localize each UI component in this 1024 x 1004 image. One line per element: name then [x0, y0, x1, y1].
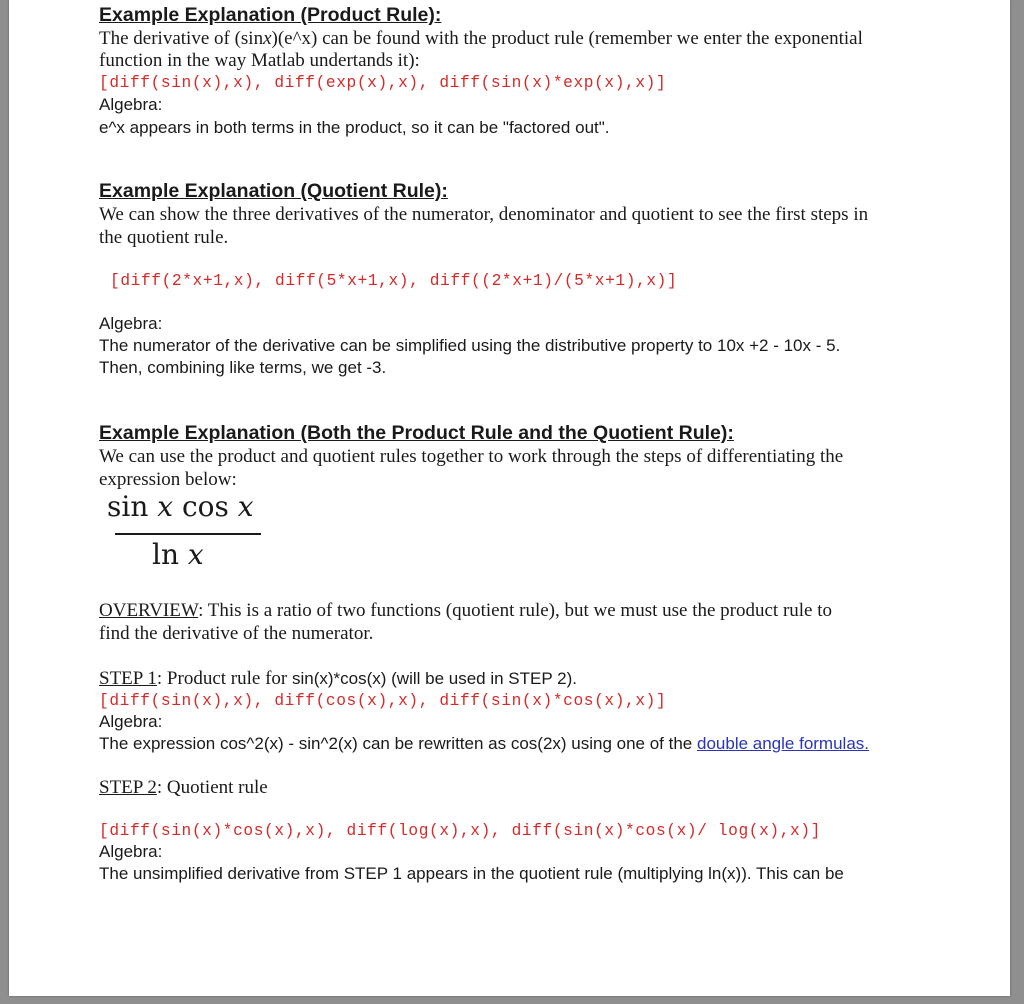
fraction-denominator [152, 538, 204, 571]
overview-label: OVERVIEW [99, 600, 199, 621]
both-rules-text-line2: expression below: [99, 469, 237, 490]
both-rules-text-line1: We can use the product and quotient rules together to work through the steps of differentiating the [99, 446, 844, 467]
text-segment: )(e^x) can be found with the product rule (remember we enter the exponential [271, 28, 863, 49]
quotient-rule-algebra-line1: The numerator of the derivative can be simplified using the distributive property to 10x +2 - 10x - 5. [99, 336, 841, 355]
step1-label: STEP 1 [99, 668, 157, 689]
quotient-rule-code: [diff(2*x+1,x), diff(5*x+1,x), diff((2*x+1)/(5*x+1),x)] [110, 272, 678, 290]
step1-line [99, 668, 577, 690]
quotient-rule-text-line1: We can show the three derivatives of the numerator, denominator and quotient to see the first steps in [99, 204, 869, 225]
product-rule-text-line1 [99, 28, 863, 50]
text-segment: sin(x)*cos(x) (will be used in STEP 2). [291, 669, 577, 688]
double-angle-formulas-link[interactable]: double angle formulas. [697, 734, 870, 753]
step2-algebra-text: The unsimplified derivative from STEP 1 appears in the quotient rule (multiplying ln(x)). This can be [99, 864, 844, 883]
fraction-numerator [107, 490, 254, 523]
overview-line1 [99, 600, 832, 622]
fraction-bar [115, 533, 261, 535]
step2-algebra-label: Algebra: [99, 842, 163, 861]
quotient-rule-text-line2: the quotient rule. [99, 227, 229, 248]
text-segment: The derivative of (sin [99, 28, 264, 49]
step2-code: [diff(sin(x)*cos(x),x), diff(log(x),x), diff(sin(x)*cos(x)/ log(x),x)] [99, 822, 821, 840]
text-segment: : Product rule for [156, 668, 292, 689]
ln-text: ln [152, 538, 179, 571]
italic-x: x [263, 28, 272, 49]
variable-x: x [157, 490, 174, 523]
text-segment: The expression cos^2(x) - sin^2(x) can be rewritten as cos(2x) using one of the [99, 734, 697, 753]
product-rule-heading: Example Explanation (Product Rule): [99, 4, 442, 26]
step1-algebra-line [99, 734, 869, 754]
step2-line [99, 777, 268, 799]
quotient-rule-algebra-label: Algebra: [99, 314, 163, 333]
variable-x: x [187, 538, 204, 571]
step1-algebra-label: Algebra: [99, 712, 163, 731]
quotient-rule-heading: Example Explanation (Quotient Rule): [99, 180, 448, 202]
sin-text: sin [107, 490, 149, 523]
product-rule-algebra-text: e^x appears in both terms in the product, so it can be "factored out". [99, 118, 610, 137]
both-rules-heading: Example Explanation (Both the Product Rule and the Quotient Rule): [99, 422, 734, 444]
text-segment: : This is a ratio of two functions (quotient rule), but we must use the product rule to [198, 600, 833, 621]
overview-line2: find the derivative of the numerator. [99, 623, 374, 644]
step2-label: STEP 2 [99, 777, 157, 798]
text-segment: : Quotient rule [156, 777, 268, 798]
product-rule-algebra-label: Algebra: [99, 95, 163, 114]
quotient-rule-algebra-line2: Then, combining like terms, we get -3. [99, 358, 387, 377]
product-rule-text-line2: function in the way Matlab undertands it): [99, 50, 420, 71]
document-page [9, 0, 1010, 996]
product-rule-code: [diff(sin(x),x), diff(exp(x),x), diff(sin(x)*exp(x),x)] [99, 74, 667, 92]
step1-code: [diff(sin(x),x), diff(cos(x),x), diff(sin(x)*cos(x),x)] [99, 692, 667, 710]
variable-x: x [237, 490, 254, 523]
cos-text: cos [181, 490, 229, 523]
